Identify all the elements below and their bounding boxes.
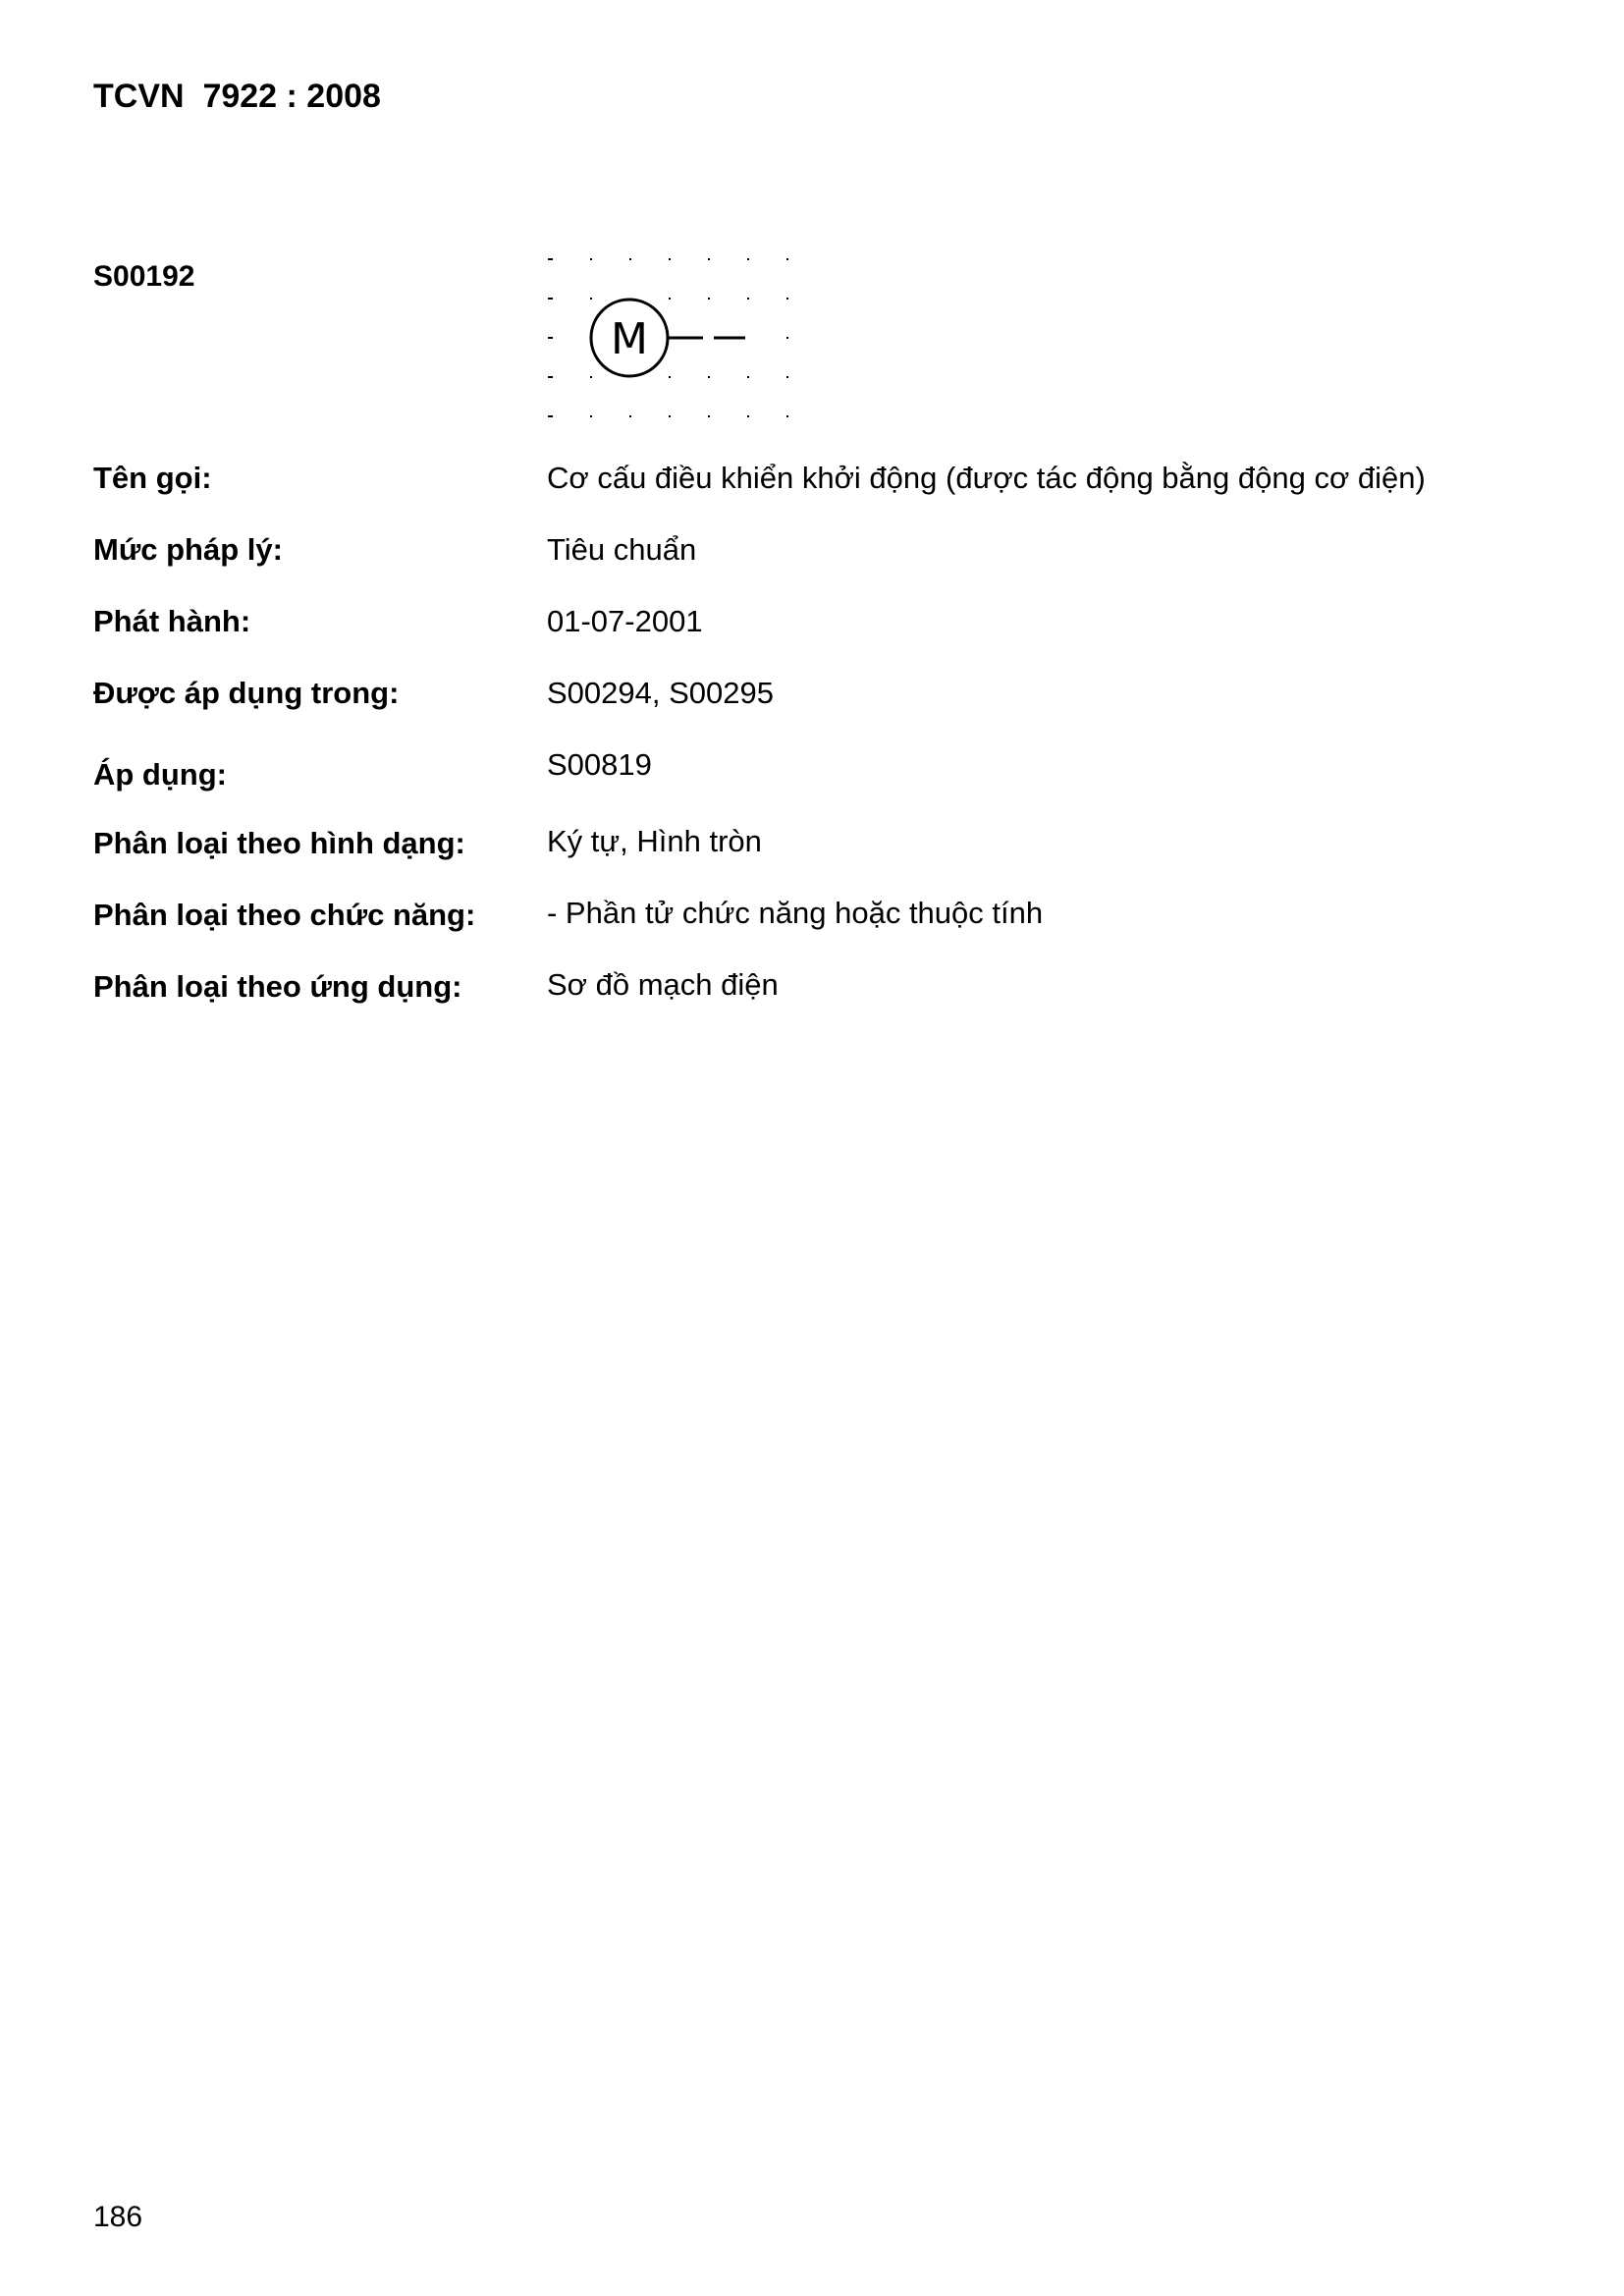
field-value: Sơ đồ mạch điện [547, 967, 779, 1002]
field-value: S00294, S00295 [547, 676, 774, 710]
field-row-legal-level [93, 531, 1546, 580]
field-value: Ký tự, Hình tròn [547, 824, 762, 858]
field-label: Mức pháp lý: [93, 532, 283, 567]
field-label: Phát hành: [93, 604, 251, 638]
field-value: - Phần tử chức năng hoặc thuộc tính [547, 896, 1044, 930]
field-label: Phân loại theo ứng dụng: [93, 969, 462, 1004]
field-row-function-class [93, 897, 1546, 946]
field-value: 01-07-2001 [547, 604, 703, 638]
field-row-name [93, 460, 1546, 509]
motor-letter: M [611, 314, 648, 364]
field-label: Phân loại theo chức năng: [93, 898, 476, 932]
page-number: 186 [93, 2201, 143, 2233]
field-row-used-in [93, 675, 1546, 724]
document-header: TCVN 7922 : 2008 [93, 78, 381, 115]
field-row-issued [93, 603, 1546, 652]
field-value: Cơ cấu điều khiển khởi động (được tác động bằng động cơ điện) [547, 461, 1426, 495]
field-row-shape-class [93, 825, 1546, 874]
field-label: Tên gọi: [93, 461, 212, 495]
field-row-applies [93, 747, 1546, 799]
motor-operated-symbol-icon [542, 247, 807, 434]
field-row-application-class [93, 968, 1546, 1017]
field-label: Phân loại theo hình dạng: [93, 826, 465, 860]
field-label: Được áp dụng trong: [93, 676, 400, 710]
field-value: Tiêu chuẩn [547, 532, 697, 567]
field-label: Áp dụng: [93, 757, 228, 792]
symbol-code: S00192 [93, 260, 195, 293]
field-value: S00819 [547, 747, 652, 782]
